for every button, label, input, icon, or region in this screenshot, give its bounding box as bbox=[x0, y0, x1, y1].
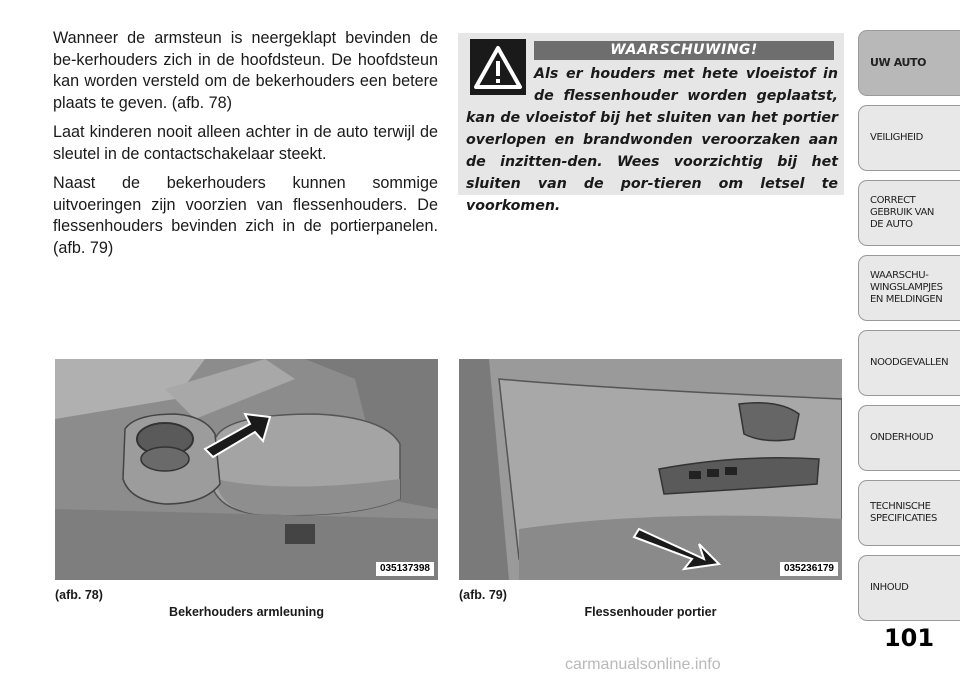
paragraph-1: Wanneer de armsteun is neergeklapt bevinden de be-kerhouders zich in de hoofdsteun. De hoofdsteun kan worden versteld om de bekerhouders een betere plaats te geven. (afb. 78) bbox=[53, 29, 438, 112]
figure-78-label: (afb. 78) bbox=[55, 588, 103, 602]
tab-waarschuwingslampjes[interactable]: WAARSCHU- WINGSLAMPJES EN MELDINGEN bbox=[858, 255, 960, 321]
tab-onderhoud[interactable]: ONDERHOUD bbox=[858, 405, 960, 471]
watermark: carmanualsonline.info bbox=[565, 656, 721, 673]
tab-uw-auto[interactable]: UW AUTO bbox=[858, 30, 960, 96]
figure-79-caption: Flessenhouder portier bbox=[584, 605, 717, 619]
figure-79-image bbox=[459, 359, 842, 580]
figure-78-caption: Bekerhouders armleuning bbox=[169, 605, 324, 619]
figure-79-label: (afb. 79) bbox=[459, 588, 507, 602]
warning-text bbox=[466, 63, 838, 217]
figure-78-image bbox=[55, 359, 438, 580]
tab-correct-gebruik[interactable]: CORRECT GEBRUIK VAN DE AUTO bbox=[858, 180, 960, 246]
page-number: 101 bbox=[883, 624, 935, 652]
figure-78-code: 035137398 bbox=[376, 562, 434, 576]
paragraph-3: Naast de bekerhouders kunnen sommige uitvoeringen zijn voorzien van flessenhouders. De flessenhouders bevinden zich in de portierpanelen. (afb. 79) bbox=[53, 174, 438, 257]
warning-title: WAARSCHUWING! bbox=[534, 41, 834, 60]
warning-box bbox=[458, 33, 844, 214]
body-text bbox=[53, 28, 438, 267]
warning-text-content: Als er houders met hete vloeistof in de flessenhouder worden geplaatst, kan de vloeistof bij het sluiten van het portier overlopen en brandwonden veroorzaken aan de inzitten-den. Wees voorzichtig bij het sluiten van de por-tieren om letsel te voorkomen. bbox=[466, 66, 838, 214]
tab-veiligheid[interactable]: VEILIGHEID bbox=[858, 105, 960, 171]
tab-inhoud[interactable]: INHOUD bbox=[858, 555, 960, 621]
tab-technische-specificaties[interactable]: TECHNISCHE SPECIFICATIES bbox=[858, 480, 960, 546]
tab-noodgevallen[interactable]: NOODGEVALLEN bbox=[858, 330, 960, 396]
paragraph-2: Laat kinderen nooit alleen achter in de auto terwijl de sleutel in de contactschakelaar steekt. bbox=[53, 123, 438, 163]
figure-79-code: 035236179 bbox=[780, 562, 838, 576]
